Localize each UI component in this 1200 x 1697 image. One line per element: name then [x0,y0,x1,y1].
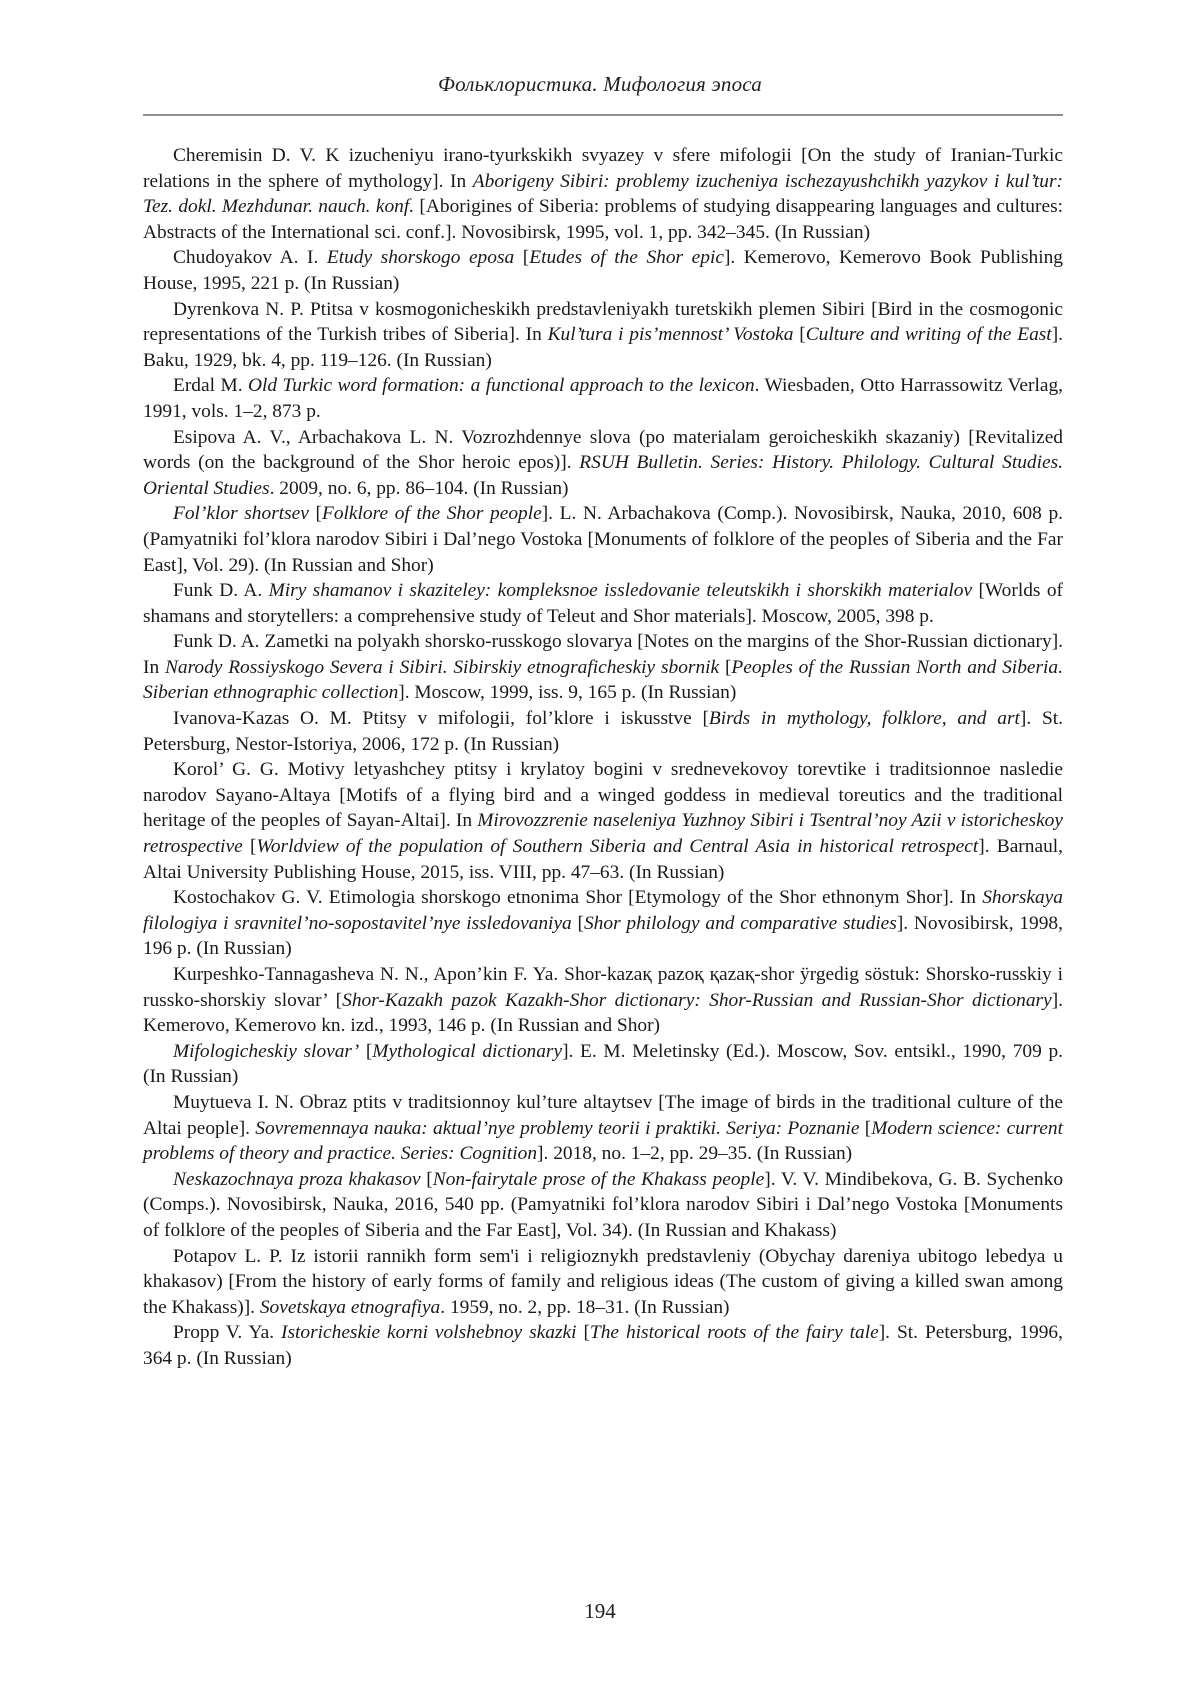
reference-text: Erdal M. [173,375,248,397]
reference-entry [143,1167,1063,1244]
reference-text: ]. Baku, 1929, bk. 4, pp. 119–126. (In Russian) [143,324,1064,371]
reference-italic-title: Kul’tura i pis’mennost’ Vostoka [547,324,794,346]
reference-entry [143,629,1063,706]
reference-italic-title: Istoricheskie korni volshebnoy skazki [281,1322,577,1344]
reference-entry [143,1244,1063,1321]
reference-entry [143,245,1063,296]
reference-text: [ [571,912,584,934]
reference-text: ]. St. Petersburg, 1996, 364 p. (In Russian) [143,1322,1063,1369]
reference-text: ]. St. Petersburg, Nestor-Istoriya, 2006, 172 p. (In Russian) [143,708,1064,755]
header-rule [143,114,1063,116]
reference-italic-title: Mirovozzrenie naseleniya Yuzhnoy Sibiri i Tsentral’noy Azii v istoricheskoy retrospective [143,810,1063,858]
reference-text: Cheremisin D. V. K izucheniyu irano-tyurkskikh svyazey v sfere mifologii [On the study of Iranian-Turkic relations in the sphere of mythology]. In [143,145,1063,192]
reference-italic-title: Fol’klor shortsev [173,503,309,525]
reference-list [143,143,1063,1372]
reference-text: [ [576,1322,590,1344]
reference-text: [ [514,247,530,269]
reference-italic-title: Sovetskaya etnografiya [259,1296,441,1318]
reference-italic-title: Narody Rossiyskogo Severa i Sibiri. Sibirskiy etnograficheskiy sbornik [164,656,720,678]
reference-entry [143,962,1063,1039]
reference-entry [143,578,1063,629]
reference-text: [ [719,656,732,678]
reference-text: ]. L. N. Arbachakova (Comp.). Novosibirsk, Nauka, 2010, 608 p. (Pamyatniki fol’klora narodov Sibiri i Dal’nego Vostoka [Monuments of folklore of the peoples of Siberia and the Far East], Vol. 29). (In Russian and Shor) [143,503,1063,576]
reference-italic-title: Mythological dictionary [372,1040,563,1062]
reference-entry [143,425,1063,502]
reference-italic-title: Old Turkic word formation: a functional approach to the lexicon [248,375,755,397]
reference-entry [143,1320,1063,1371]
reference-text: . 1959, no. 2, pp. 18–31. (In Russian) [440,1296,730,1318]
reference-text: ]. Barnaul, Altai University Publishing House, 2015, iss. VIII, pp. 47–63. (In Russian) [143,836,1063,883]
reference-text: ]. V. V. Mindibekova, G. B. Sychenko (Comps.). Novosibirsk, Nauka, 2016, 540 pp. (Pamyatniki fol’klora narodov Sibiri i Dal’nego Vostoka [Monuments of folklore of the peoples of Siberia and the Far East], Vol. 34). (In Russian and Khakass) [143,1168,1064,1241]
reference-text: Muytueva I. N. Obraz ptits v traditsionnoy kul’ture altaytsev [The image of birds in the traditional culture of the Altai people]. [143,1091,1063,1139]
reference-italic-title: Culture and writing of the East [805,324,1052,346]
reference-text: ]. Kemerovo, Kemerovo Book Publishing House, 1995, 221 p. (In Russian) [143,247,1064,294]
reference-italic-title: The historical roots of the fairy tale [589,1322,879,1344]
reference-text: Funk D. A. Zametki na polyakh shorsko-russkogo slovarya [Notes on the margins of the Shor-Russian dictionary]. In [143,631,1063,678]
reference-text: . Wiesbaden, Otto Harrassowitz Verlag, 1991, vols. 1–2, 873 p. [143,375,1063,422]
reference-text: [ [242,836,257,858]
reference-entry [143,373,1063,424]
reference-italic-title: Sovremennaya nauka: aktual’nye problemy teorii i praktiki. Seriya: Poznanie [255,1117,860,1139]
reference-text: [ [859,1117,872,1139]
reference-text: Kurpeshko-Tannagasheva N. N., Apon’kin F. Ya. Shor-kazaқ pazoқ қazaқ-shor ÿrgedig söstuk: Shorsko-russkiy i russko-shorskiy slovar’ [ [143,964,1063,1011]
page-number: 194 [584,1599,616,1623]
reference-italic-title: Birds in mythology, folklore, and art [708,708,1020,730]
reference-text: Dyrenkova N. P. Ptitsa v kosmogonicheskikh predstavleniyakh turetskikh plemen Sibiri [Bird in the cosmogonic representations of the Turkish tribes of Siberia]. In [143,298,1063,346]
reference-text: [ [308,503,322,525]
reference-text: ]. E. M. Meletinsky (Ed.). Moscow, Sov. entsikl., 1990, 709 p. (In Russian) [143,1040,1063,1088]
reference-text: Chudoyakov A. I. [173,247,327,269]
reference-text: [ [420,1168,433,1190]
reference-text: [Worlds of shamans and storytellers: a comprehensive study of Teleut and Shor materials]. Moscow, 2005, 398 p. [143,580,1063,627]
reference-italic-title: Non-fairytale prose of the Khakass people [432,1168,765,1190]
reference-italic-title: Worldview of the population of Southern Siberia and Central Asia in historical retrospect [256,836,979,858]
reference-italic-title: Peoples of the Russian North and Siberia. Siberian ethnographic collection [143,656,1063,704]
reference-text: Potapov L. P. Iz istorii rannikh form sem'i i religioznykh predstavleniy (Obychay dareniya ubitogo lebedya u khakasov) [From the history of early forms of family and religious ideas (The custom of giving a killed swan among the Khakass)]. [143,1245,1063,1318]
reference-text: . 2009, no. 6, pp. 86–104. (In Russian) [269,477,569,499]
reference-text: Kostochakov G. V. Etimologia shorskogo etnonima Shor [Etymology of the Shor ethnonym Shor]. In [173,887,983,909]
reference-text: Ivanova-Kazas O. M. Ptitsy v mifologii, fol’klore i iskusstve [ [173,708,709,730]
reference-text: Esipova A. V., Arbachakova L. N. Vozrozhdennye slova (po materialam geroicheskikh skazaniy) [Revitalized words (on the background of the Shor heroic epos)]. [143,426,1063,474]
reference-entry [143,501,1063,578]
reference-entry [143,706,1063,757]
reference-italic-title: Modern science: current problems of theory and practice. Series: Cognition [143,1117,1063,1165]
reference-italic-title: Folklore of the Shor people [322,503,542,525]
reference-text: [ [793,324,806,346]
reference-italic-title: Shor philology and comparative studies [583,912,897,934]
reference-italic-title: Etudy shorskogo eposa [326,247,515,269]
reference-text: Propp V. Ya. [173,1322,281,1344]
reference-italic-title: Shor-Kazakh pazok Kazakh-Shor dictionary: Shor-Russian and Russian-Shor dictionary [342,989,1052,1011]
reference-italic-title: Miry shamanov i skaziteley: kompleksnoe issledovanie teleutskikh i shorskikh materialov [268,580,973,602]
reference-text: Funk D. A. [173,580,269,602]
reference-entry [143,757,1063,885]
reference-italic-title: Aborigeny Sibiri: problemy izucheniya ischezayushchikh yazykov i kul’tur: Tez. dokl. Mezhdunar. nauch. konf. [143,170,1063,218]
reference-text: ]. Kemerovo, Kemerovo kn. izd., 1993, 146 p. (In Russian and Shor) [143,989,1063,1037]
reference-italic-title: Etudes of the Shor epic [529,247,724,269]
reference-text: ]. Novosibirsk, 1998, 196 p. (In Russian) [143,912,1063,960]
reference-italic-title: Neskazochnaya proza khakasov [173,1168,421,1190]
reference-entry [143,1039,1063,1090]
reference-entry [143,885,1063,962]
reference-italic-title: Mifologicheskiy slovar’ [173,1040,360,1062]
reference-text: ]. 2018, no. 1–2, pp. 29–35. (In Russian) [537,1143,853,1165]
reference-text: [Aborigines of Siberia: problems of studying disappearing languages and cultures: Abstracts of the International sci. conf.]. Novosibirsk, 1995, vol. 1, pp. 342–345. (In Russian) [143,196,1064,243]
reference-entry [143,1090,1063,1167]
reference-entry [143,297,1063,374]
reference-entry [143,143,1063,245]
reference-italic-title: Shorskaya filologiya i sravnitel’no-sopostavitel’nye issledovaniya [143,887,1063,934]
running-header: Фольклористика. Мифология эпоса [438,72,762,96]
reference-text: Korol’ G. G. Motivy letyashchey ptitsy i krylatoy bogini v srednevekovoy torevtike i traditsionnoe nasledie narodov Sayano-Altaya [Motifs of a flying bird and a winged goddess in medieval toreutics and the traditional heritage of the peoples of Sayan-Altai]. In [143,759,1063,832]
reference-text: ]. Moscow, 1999, iss. 9, 165 p. (In Russian) [398,682,737,704]
reference-text: [ [359,1040,373,1062]
reference-italic-title: RSUH Bulletin. Series: History. Philology. Cultural Studies. Oriental Studies [143,452,1064,499]
